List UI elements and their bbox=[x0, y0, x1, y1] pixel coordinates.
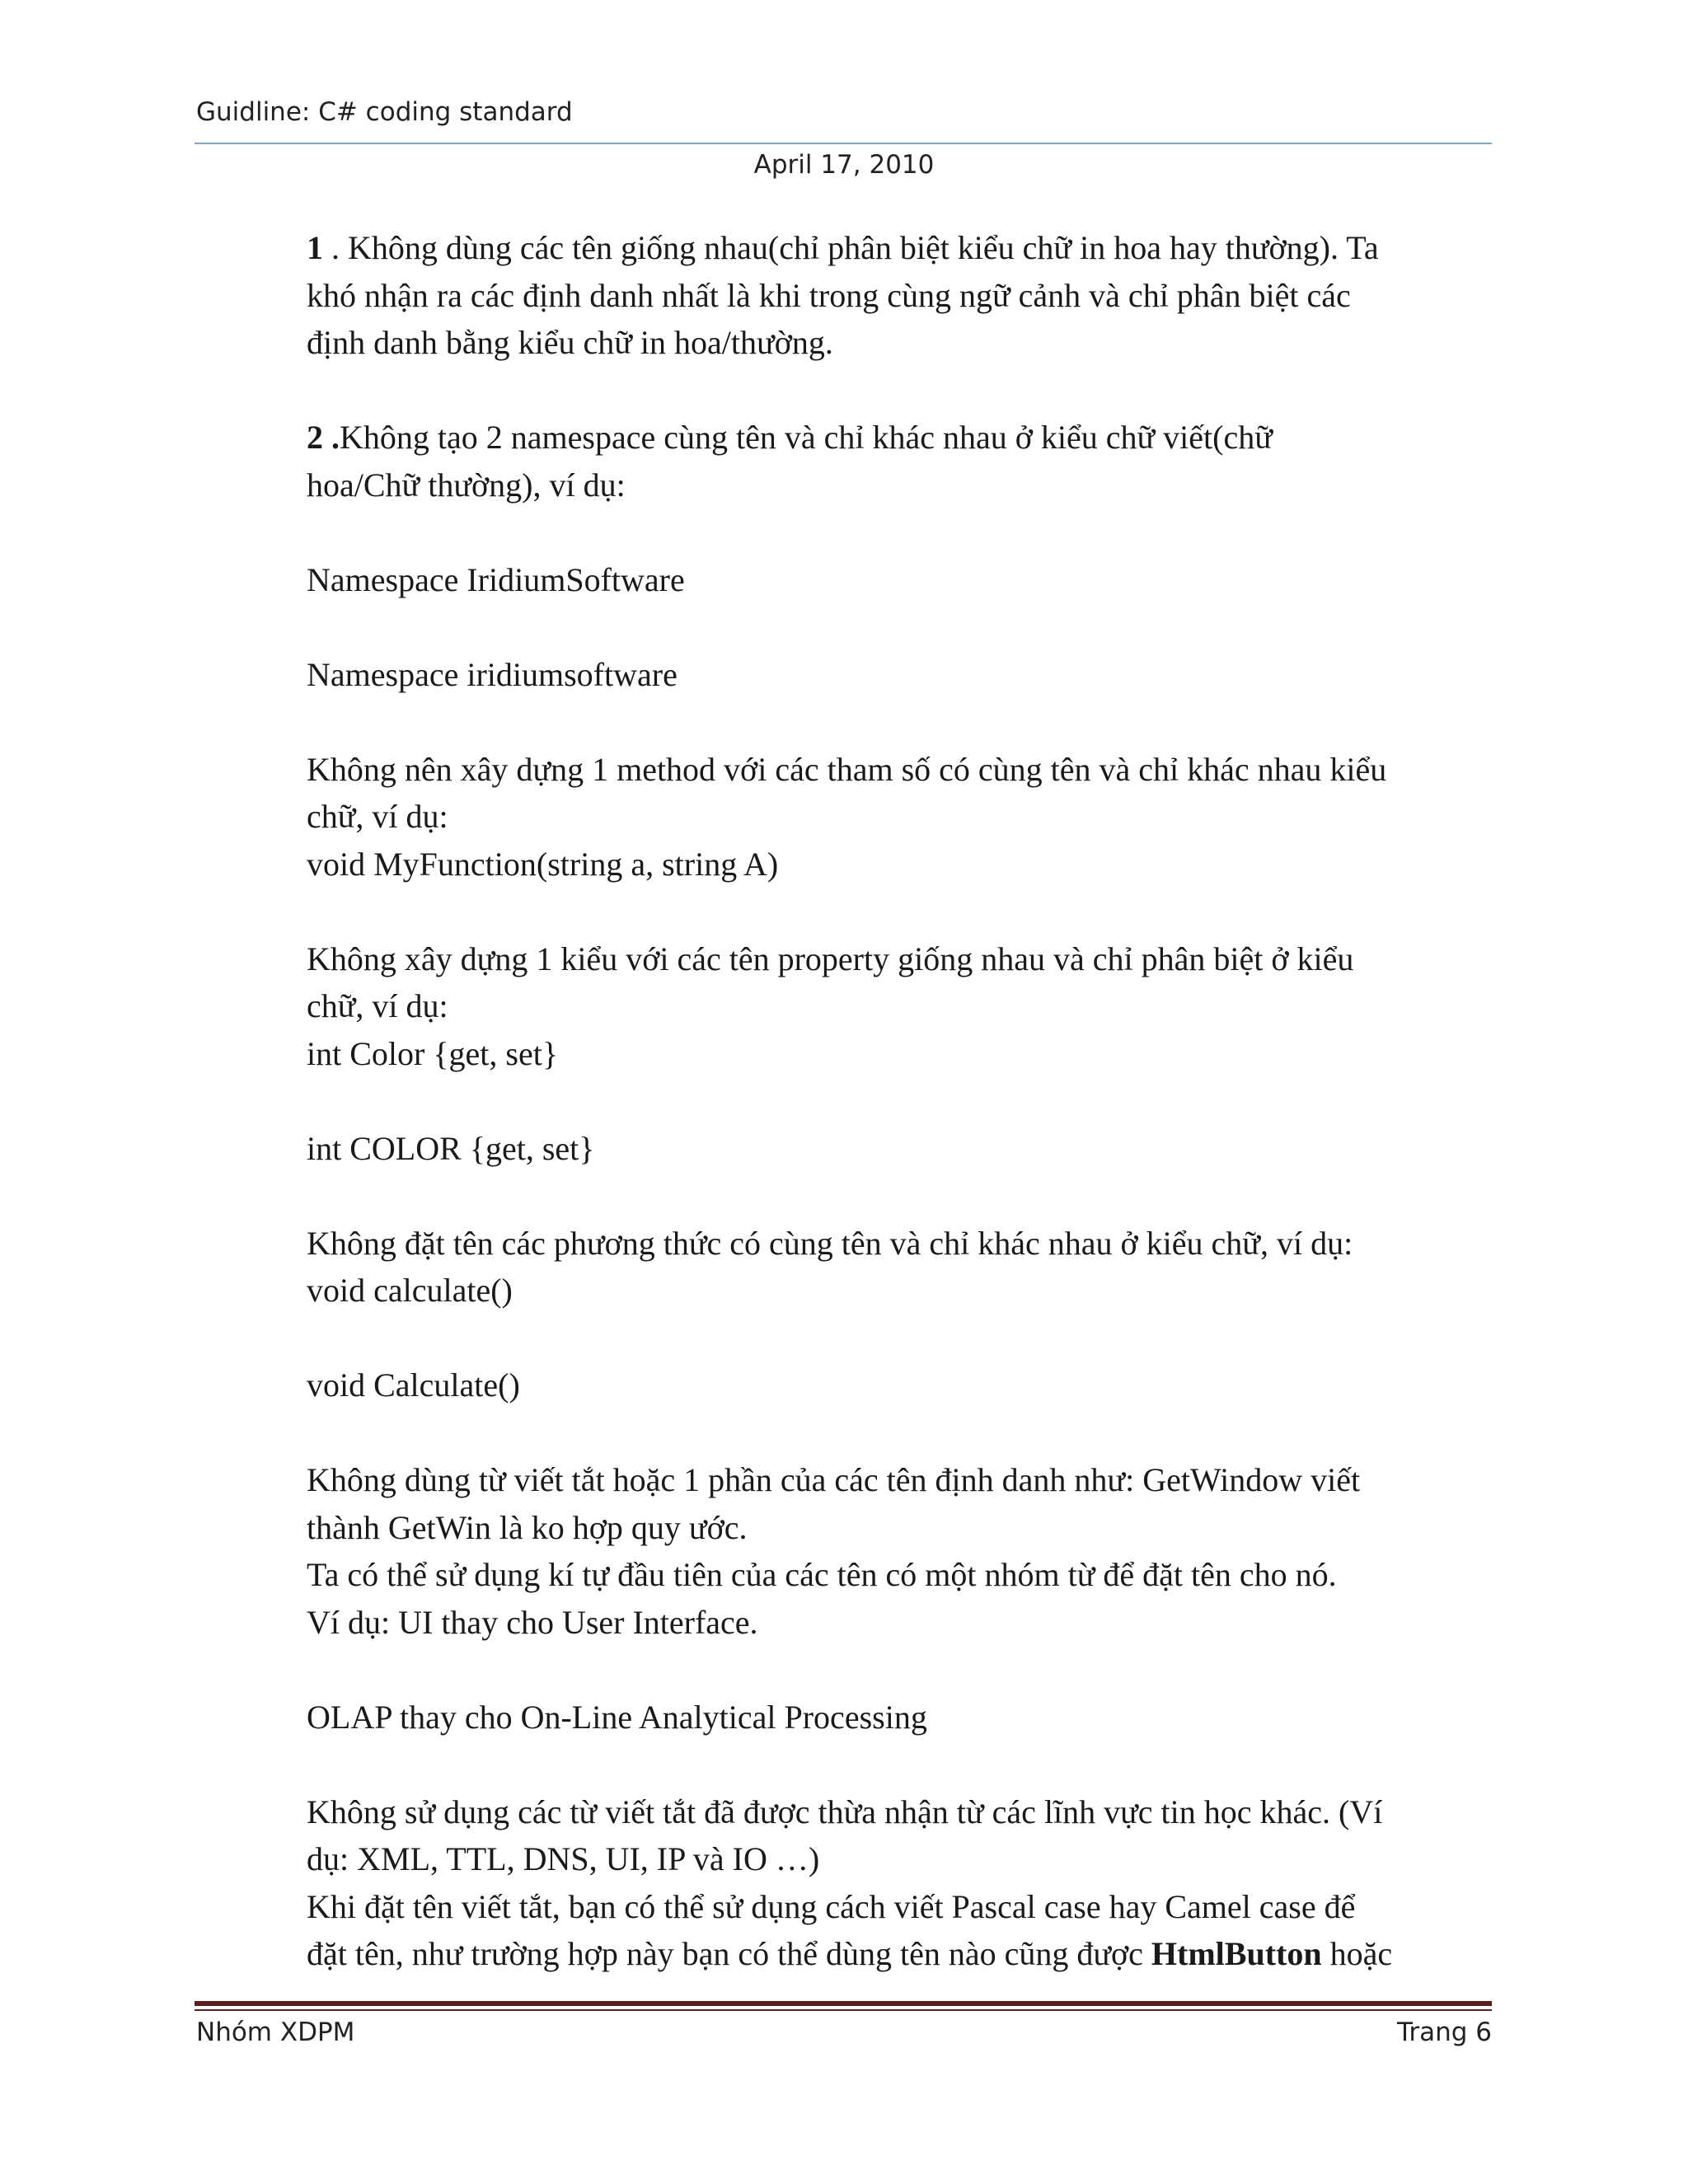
paragraph-6-line-2: thành GetWin là ko hợp quy ước. bbox=[307, 1508, 748, 1546]
item-number: 1 bbox=[307, 229, 323, 266]
paragraph-3-line-1: Không nên xây dựng 1 method với các tham số có cùng tên và chỉ khác nhau kiểu bbox=[307, 750, 1387, 788]
namespace-example-2: Namespace iridiumsoftware bbox=[307, 655, 678, 693]
paragraph-6-line-1: Không dùng từ viết tắt hoặc 1 phần của các tên định danh như: GetWindow viết bbox=[307, 1461, 1361, 1498]
header-title: Guidline: C# coding standard bbox=[196, 97, 573, 127]
paragraph-8-line-2: dụ: XML, TTL, DNS, UI, IP và IO …) bbox=[307, 1840, 820, 1877]
code-example-myfunction: void MyFunction(string a, string A) bbox=[307, 845, 779, 883]
footer-divider bbox=[195, 2001, 1492, 2006]
code-example-color: int Color {get, set} bbox=[307, 1034, 559, 1072]
document-body bbox=[307, 224, 1510, 1978]
paragraph-4-line-2: chữ, ví dụ: bbox=[307, 987, 448, 1024]
paragraph-1-line-1: 1 . Không dùng các tên giống nhau(chỉ phân biệt kiểu chữ in hoa hay thường). Ta bbox=[307, 229, 1379, 266]
paragraph-8-line-1: Không sử dụng các từ viết tắt đã được thừa nhận từ các lĩnh vực tin học khác. (Ví bbox=[307, 1793, 1383, 1830]
code-example-color-upper: int COLOR {get, set} bbox=[307, 1129, 595, 1167]
paragraph-1-line-2: khó nhận ra các định danh nhất là khi trong cùng ngữ cảnh và chỉ phân biệt các bbox=[307, 276, 1351, 314]
footer-group-name: Nhóm XDPM bbox=[196, 2018, 355, 2047]
header-date: April 17, 2010 bbox=[753, 150, 935, 180]
code-example-calculate-upper: void Calculate() bbox=[307, 1366, 520, 1404]
item-number: 2 . bbox=[307, 419, 340, 456]
paragraph-6-line-3: Ta có thể sử dụng kí tự đầu tiên của các tên có một nhóm từ để đặt tên cho nó. bbox=[307, 1556, 1337, 1593]
paragraph-3-line-2: chữ, ví dụ: bbox=[307, 798, 448, 835]
paragraph-8-line-3: Khi đặt tên viết tắt, bạn có thể sử dụng cách viết Pascal case hay Camel case để bbox=[307, 1887, 1356, 1925]
bold-term: HtmlButton bbox=[1151, 1935, 1322, 1972]
paragraph-7-line-1: OLAP thay cho On-Line Analytical Processing bbox=[307, 1698, 927, 1736]
footer-divider-thin bbox=[195, 2009, 1492, 2011]
paragraph-1-line-3: định danh bằng kiểu chữ in hoa/thường. bbox=[307, 324, 833, 361]
header-divider bbox=[195, 143, 1492, 144]
paragraph-4-line-1: Không xây dựng 1 kiểu với các tên property giống nhau và chỉ phân biệt ở kiểu bbox=[307, 940, 1354, 977]
paragraph-2-line-1: 2 .Không tạo 2 namespace cùng tên và chỉ khác nhau ở kiểu chữ viết(chữ bbox=[307, 419, 1273, 456]
code-example-calculate-lower: void calculate() bbox=[307, 1272, 513, 1309]
paragraph-5-line-1: Không đặt tên các phương thức có cùng tên và chỉ khác nhau ở kiểu chữ, ví dụ: bbox=[307, 1224, 1353, 1262]
paragraph-8-line-4: đặt tên, như trường hợp này bạn có thể dùng tên nào cũng được HtmlButton hoặc bbox=[307, 1935, 1393, 1972]
namespace-example-1: Namespace IridiumSoftware bbox=[307, 560, 685, 598]
page-number: Trang 6 bbox=[1396, 2018, 1492, 2047]
paragraph-6-line-4: Ví dụ: UI thay cho User Interface. bbox=[307, 1603, 758, 1641]
paragraph-2-line-2: hoa/Chữ thường), ví dụ: bbox=[307, 466, 626, 504]
